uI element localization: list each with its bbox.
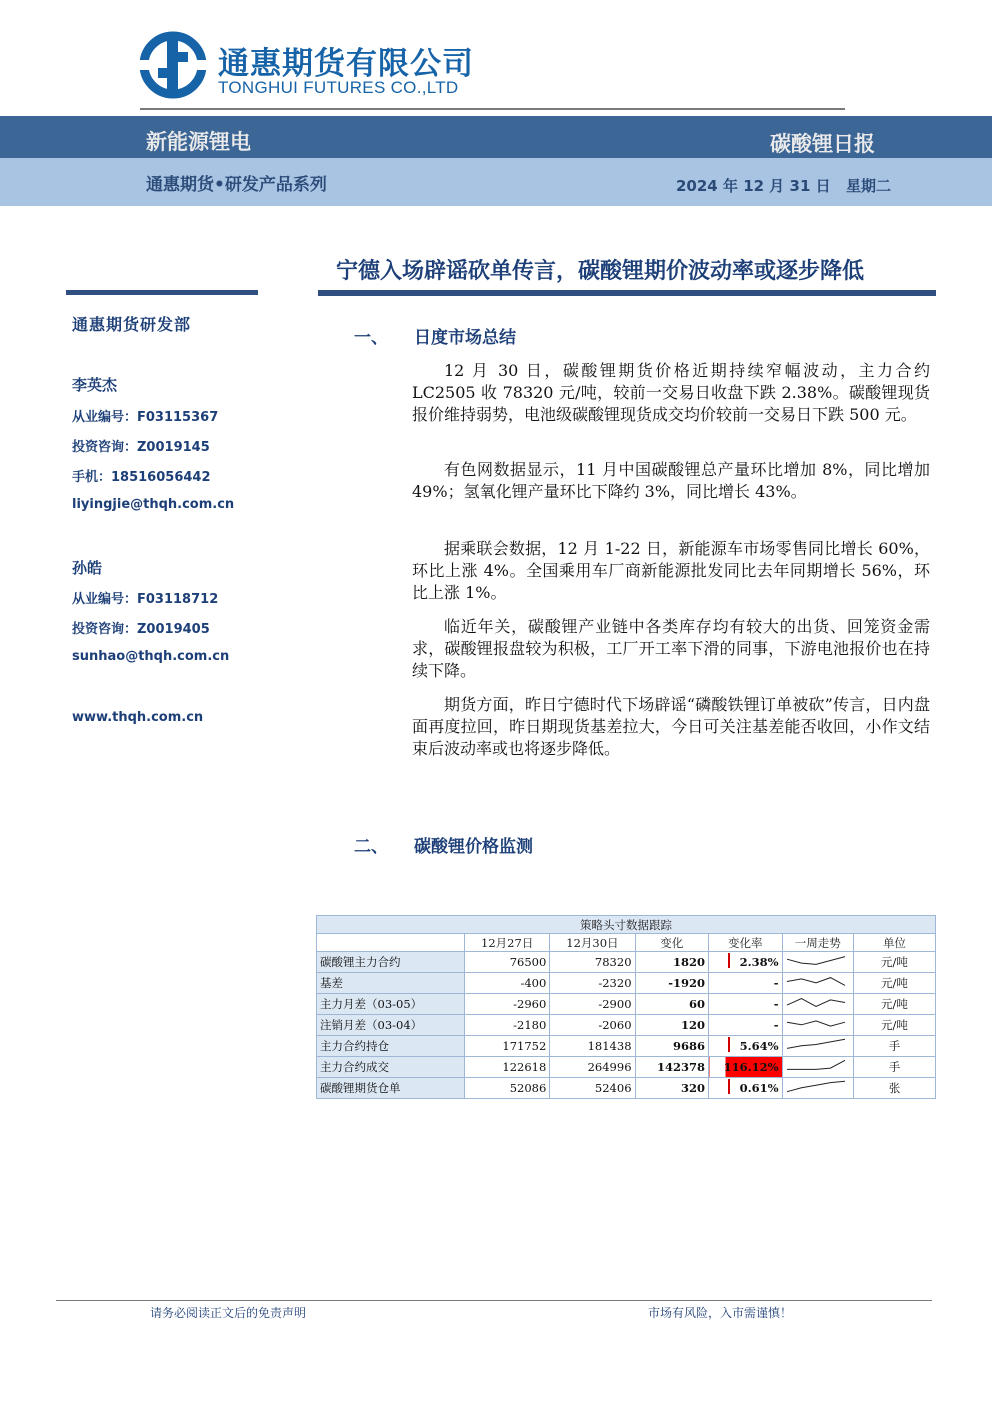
value-change: 320 [635, 1078, 709, 1099]
analyst-email[interactable]: liyingjie@thqh.com.cn [72, 497, 235, 512]
value-change: 120 [635, 1015, 709, 1036]
value-unit: 元/吨 [853, 952, 935, 973]
value-dec27: 171752 [465, 1036, 550, 1057]
value-change-rate: 2.38% [709, 952, 783, 973]
section-number: 一、 [354, 328, 388, 348]
value-dec30: 181438 [550, 1036, 635, 1057]
value-dec30: -2900 [550, 994, 635, 1015]
table-row [317, 1015, 936, 1036]
row-label: 注销月差（03-04） [317, 1015, 465, 1036]
weekly-trend-sparkline [782, 1036, 853, 1057]
value-change-rate: - [709, 1015, 783, 1036]
value-unit: 手 [853, 1036, 935, 1057]
value-change-rate: 0.61% [709, 1078, 783, 1099]
row-label: 主力合约持仓 [317, 1036, 465, 1057]
sparkline-icon [783, 952, 849, 969]
footer-disclaimer: 请务必阅读正文后的免责声明 [150, 1306, 307, 1320]
sparkline-icon [783, 973, 849, 990]
weekly-trend-sparkline [782, 952, 853, 973]
website-link[interactable]: www.thqh.com.cn [72, 710, 204, 725]
column-header: 变化 [635, 934, 709, 952]
value-dec27: 52086 [465, 1078, 550, 1099]
table-row [317, 1036, 936, 1057]
report-category: 新能源锂电 [146, 130, 251, 154]
value-change-rate: - [709, 973, 783, 994]
report-series: 通惠期货•研发产品系列 [146, 175, 327, 195]
sparkline-icon [783, 994, 849, 1011]
table-header-row [317, 934, 936, 952]
footer-risk-warning: 市场有风险，入市需谨慎！ [648, 1306, 793, 1320]
summary-paragraph: 临近年关，碳酸锂产业链中各类库存均有较大的出货、回笼资金需求，碳酸锂报盘较为积极，工厂开工率下滑的同事，下游电池报价也在持续下降。 [412, 617, 930, 680]
row-label: 主力合约成交 [317, 1057, 465, 1078]
value-change-rate: - [709, 994, 783, 1015]
column-header: 单位 [853, 934, 935, 952]
sidebar-department: 通惠期货研发部 [72, 315, 192, 334]
value-change: 142378 [635, 1057, 709, 1078]
column-header: 一周走势 [782, 934, 853, 952]
sparkline-icon [783, 1036, 849, 1053]
company-logo-icon [138, 30, 208, 100]
title-divider [318, 290, 936, 296]
table-row [317, 1078, 936, 1099]
value-dec30: 264996 [550, 1057, 635, 1078]
analyst-license: 从业编号：F03115367 [72, 410, 219, 425]
weekly-trend-sparkline [782, 1057, 853, 1078]
value-unit: 张 [853, 1078, 935, 1099]
value-dec27: 122618 [465, 1057, 550, 1078]
sparkline-icon [783, 1015, 849, 1032]
analyst-email[interactable]: sunhao@thqh.com.cn [72, 649, 230, 664]
value-change: 60 [635, 994, 709, 1015]
value-dec30: 52406 [550, 1078, 635, 1099]
section-title: 碳酸锂价格监测 [414, 837, 533, 857]
price-monitor-table [316, 915, 936, 1099]
page-title: 宁德入场辟谣砍单传言，碳酸锂期价波动率或逐步降低 [336, 258, 865, 284]
row-label: 碳酸锂主力合约 [317, 952, 465, 973]
row-label: 基差 [317, 973, 465, 994]
column-header: 12月27日 [465, 934, 550, 952]
summary-paragraph: 期货方面，昨日宁德时代下场辟谣“磷酸铁锂订单被砍”传言，日内盘面再度拉回，昨日期现货基差拉大，今日可关注基差能否收回，小作文结束后波动率或也将逐步降低。 [412, 695, 930, 758]
column-header: 12月30日 [550, 934, 635, 952]
value-change: 9686 [635, 1036, 709, 1057]
report-weekday: 星期二 [846, 177, 892, 195]
summary-paragraph: 据乘联会数据，12 月 1-22 日，新能源车市场零售同比增长 60%，环比上涨 4%。全国乘用车厂商新能源批发同比去年同期增长 56%，环比上涨 1%。 [412, 539, 930, 602]
analyst-advisory: 投资咨询：Z0019405 [72, 622, 210, 637]
row-label: 主力月差（03-05） [317, 994, 465, 1015]
sparkline-icon [783, 1057, 849, 1074]
weekly-trend-sparkline [782, 994, 853, 1015]
value-dec27: -2180 [465, 1015, 550, 1036]
change-rate-bar [728, 953, 730, 968]
sparkline-icon [783, 1078, 849, 1095]
company-name-en: TONGHUI FUTURES CO.,LTD [218, 78, 459, 97]
report-date: 2024 年 12 月 31 日 [676, 177, 831, 195]
analyst-name: 孙皓 [72, 559, 103, 577]
table-caption-row [317, 916, 936, 934]
weekly-trend-sparkline [782, 1015, 853, 1036]
value-dec27: -2960 [465, 994, 550, 1015]
change-rate-bar [728, 1037, 730, 1052]
analyst-name: 李英杰 [72, 376, 118, 394]
summary-paragraph: 12 月 30 日，碳酸锂期货价格近期持续窄幅波动，主力合约 LC2505 收 78320 元/吨，较前一交易日收盘下跌 2.38%。碳酸锂现货报价维持弱势，电池级碳酸锂现货成交均价较前一交易日下跌 500 元。 [412, 361, 930, 424]
table-row [317, 994, 936, 1015]
row-label: 碳酸锂期货仓单 [317, 1078, 465, 1099]
value-change-rate: 5.64% [709, 1036, 783, 1057]
column-header [317, 934, 465, 952]
section-title: 日度市场总结 [414, 328, 516, 348]
table-caption: 策略头寸数据跟踪 [317, 916, 936, 934]
weekly-trend-sparkline [782, 1078, 853, 1099]
sidebar-divider [66, 290, 258, 295]
value-dec30: -2320 [550, 973, 635, 994]
analyst-advisory: 投资咨询：Z0019145 [72, 440, 210, 455]
value-unit: 元/吨 [853, 1015, 935, 1036]
value-unit: 元/吨 [853, 994, 935, 1015]
value-dec30: 78320 [550, 952, 635, 973]
header-divider [140, 108, 845, 110]
footer-divider [56, 1300, 932, 1301]
value-change: 1820 [635, 952, 709, 973]
weekly-trend-sparkline [782, 973, 853, 994]
value-change: -1920 [635, 973, 709, 994]
section-number: 二、 [354, 837, 388, 857]
company-name-cn: 通惠期货有限公司 [218, 46, 474, 82]
analyst-license: 从业编号：F03118712 [72, 592, 219, 607]
column-header: 变化率 [709, 934, 783, 952]
summary-paragraph: 有色网数据显示，11 月中国碳酸锂总产量环比增加 8%，同比增加 49%；氢氧化锂产量环比下降约 3%，同比增长 43%。 [412, 460, 930, 501]
table-row [317, 952, 936, 973]
value-dec27: 76500 [465, 952, 550, 973]
change-rate-bar [728, 1079, 730, 1094]
value-unit: 元/吨 [853, 973, 935, 994]
report-type: 碳酸锂日报 [770, 132, 875, 156]
value-unit: 手 [853, 1057, 935, 1078]
table-row [317, 1057, 936, 1078]
value-dec30: -2060 [550, 1015, 635, 1036]
analyst-phone: 手机：18516056442 [72, 470, 211, 485]
value-dec27: -400 [465, 973, 550, 994]
value-change-rate: 116.12% [709, 1057, 783, 1078]
table-row [317, 973, 936, 994]
